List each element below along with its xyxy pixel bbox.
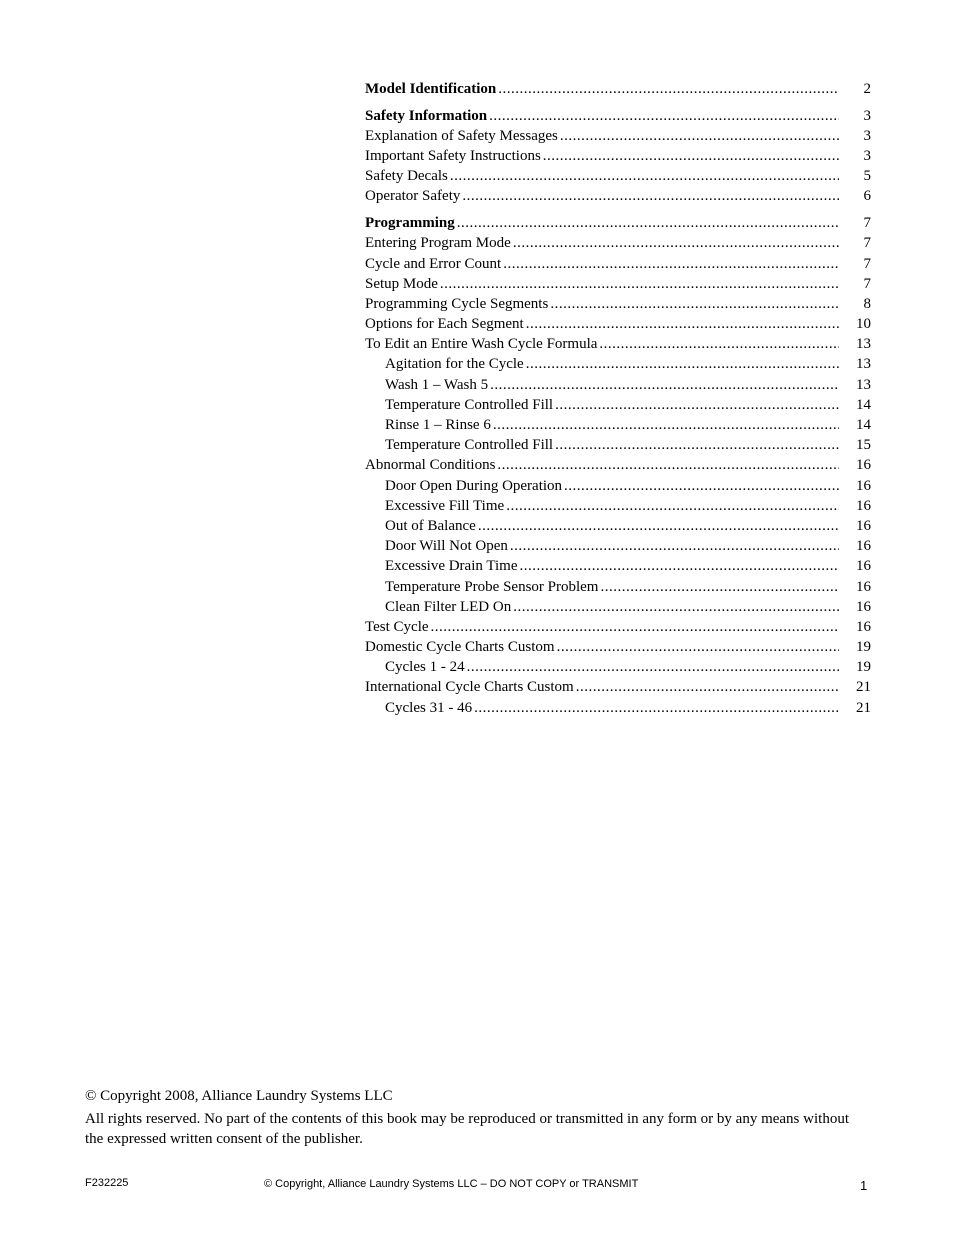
toc-entry-page: 14 (856, 417, 871, 433)
toc-dot-leader (462, 186, 839, 206)
toc-entry-title: Safety Decals (365, 168, 448, 185)
toc-entry[interactable] (365, 254, 871, 274)
toc-entry[interactable] (365, 314, 871, 334)
toc-entry-title: Agitation for the Cycle (385, 356, 524, 373)
toc-dot-leader (550, 294, 839, 314)
toc-entry-title: Cycles 1 - 24 (385, 659, 465, 676)
toc-entry-title: Important Safety Instructions (365, 148, 541, 165)
toc-entry-title: Door Open During Operation (385, 477, 563, 494)
toc-entry-title: Programming (365, 215, 455, 232)
toc-entry-page: 15 (856, 437, 871, 454)
toc-entry-page: 3 (863, 127, 871, 144)
toc-entry-title: International Cycle Charts Custom (365, 679, 574, 696)
toc-dot-leader (600, 577, 839, 597)
toc-entry[interactable] (365, 395, 871, 415)
table-of-contents (365, 79, 871, 718)
toc-entry[interactable] (365, 698, 871, 718)
toc-entry-page: 7 (863, 275, 871, 292)
toc-dot-leader (457, 213, 839, 233)
toc-entry-title: Options for Each Segment (365, 316, 524, 333)
toc-entry-page: 13 (856, 356, 871, 373)
toc-entry-title: Temperature Controlled Fill (385, 396, 554, 413)
toc-entry-title: Temperature Controlled Fill (385, 437, 554, 454)
toc-entry[interactable] (365, 556, 871, 576)
toc-entry[interactable] (365, 455, 871, 475)
toc-entry-page: 14 (856, 396, 871, 413)
toc-entry-page: 16 (856, 477, 871, 494)
toc-dot-leader (450, 166, 839, 186)
toc-entry[interactable] (365, 597, 871, 617)
toc-entry[interactable] (365, 577, 871, 597)
toc-entry-page: 10 (856, 316, 871, 333)
toc-entry[interactable] (365, 516, 871, 536)
toc-entry-title: Temperature Probe Sensor Problem (385, 578, 599, 595)
toc-entry-title: Setup Mode (365, 275, 438, 292)
toc-dot-leader (520, 556, 840, 576)
toc-entry-page: 13 (856, 376, 871, 393)
toc-entry[interactable] (365, 354, 871, 374)
toc-entry-page: 7 (863, 235, 871, 252)
toc-dot-leader (543, 146, 839, 166)
toc-entry-title: To Edit an Entire Wash Cycle Formula (365, 336, 598, 353)
toc-dot-leader (503, 254, 839, 274)
toc-entry-page: 16 (856, 538, 871, 555)
toc-entry-title: Entering Program Mode (365, 235, 511, 252)
toc-dot-leader (557, 637, 839, 657)
toc-dot-leader (560, 126, 839, 146)
toc-entry[interactable] (365, 375, 871, 395)
toc-dot-leader (467, 657, 839, 677)
toc-entry[interactable] (365, 106, 871, 126)
toc-dot-leader (431, 617, 839, 637)
toc-entry-title: Out of Balance (385, 517, 476, 534)
toc-dot-leader (555, 395, 839, 415)
toc-entry-title: Explanation of Safety Messages (365, 127, 558, 144)
toc-entry-page: 16 (856, 497, 871, 514)
page-number: 1 (860, 1178, 868, 1193)
toc-entry-title: Cycles 31 - 46 (385, 699, 473, 716)
toc-entry-page: 16 (856, 618, 871, 635)
toc-entry-page: 16 (856, 578, 871, 595)
toc-entry[interactable] (365, 166, 871, 186)
toc-dot-leader (510, 536, 839, 556)
toc-dot-leader (526, 314, 839, 334)
toc-entry-page: 19 (856, 659, 871, 676)
toc-entry[interactable] (365, 415, 871, 435)
toc-entry[interactable] (365, 294, 871, 314)
toc-entry[interactable] (365, 213, 871, 233)
toc-dot-leader (513, 233, 839, 253)
rights-statement: All rights reserved. No part of the contents of this book may be reproduced or transmitted in any form or by any means without the expressed written consent of the publisher. (85, 1111, 849, 1147)
toc-dot-leader (506, 496, 839, 516)
toc-entry[interactable] (365, 617, 871, 637)
toc-dot-leader (493, 415, 839, 435)
toc-dot-leader (474, 698, 839, 718)
toc-entry-title: Safety Information (365, 107, 488, 124)
toc-dot-leader (440, 274, 839, 294)
toc-entry-title: Door Will Not Open (385, 538, 508, 555)
document-code: F232225 (85, 1177, 129, 1189)
toc-entry-title: Rinse 1 – Rinse 6 (385, 417, 491, 433)
toc-entry-title: Operator Safety (365, 188, 461, 205)
toc-entry-title: Domestic Cycle Charts Custom (365, 639, 555, 656)
footer-copyright-notice: © Copyright, Alliance Laundry Systems LLC – DO NOT COPY or TRANSMIT (264, 1178, 639, 1190)
toc-entry[interactable] (365, 677, 871, 697)
toc-entry-title: Test Cycle (365, 618, 429, 635)
toc-dot-leader (564, 476, 839, 496)
toc-entry-title: Programming Cycle Segments (365, 295, 549, 312)
copyright-line: © Copyright 2008, Alliance Laundry Systems LLC (85, 1088, 393, 1104)
toc-dot-leader (513, 597, 839, 617)
copyright-block (85, 1086, 865, 1149)
toc-entry[interactable] (365, 146, 871, 166)
toc-entry-title: Excessive Drain Time (385, 558, 518, 575)
toc-entry-page: 3 (863, 107, 871, 124)
toc-dot-leader (526, 354, 839, 374)
toc-dot-leader (498, 79, 839, 99)
toc-entry-page: 19 (856, 639, 871, 656)
toc-entry-page: 21 (856, 679, 871, 696)
toc-entry-title: Cycle and Error Count (365, 255, 502, 272)
toc-dot-leader (599, 334, 839, 354)
toc-entry[interactable] (365, 657, 871, 677)
toc-dot-leader (576, 677, 839, 697)
toc-entry[interactable] (365, 536, 871, 556)
toc-entry-page: 16 (856, 598, 871, 615)
toc-dot-leader (489, 106, 839, 126)
toc-entry-page: 21 (856, 699, 871, 716)
toc-entry-page: 16 (856, 457, 871, 474)
toc-entry-title: Excessive Fill Time (385, 497, 505, 514)
toc-entry-page: 7 (863, 215, 871, 232)
toc-entry-title: Clean Filter LED On (385, 598, 512, 615)
toc-entry-title: Wash 1 – Wash 5 (385, 376, 489, 393)
toc-entry-title: Model Identification (365, 81, 497, 97)
toc-entry[interactable] (365, 435, 871, 455)
toc-entry[interactable] (365, 476, 871, 496)
toc-dot-leader (497, 455, 839, 475)
toc-entry-page: 16 (856, 558, 871, 575)
toc-entry[interactable] (365, 186, 871, 206)
toc-dot-leader (555, 435, 839, 455)
toc-entry-page: 2 (863, 81, 871, 97)
toc-entry-title: Abnormal Conditions (365, 457, 496, 474)
toc-entry-page: 16 (856, 517, 871, 534)
toc-entry-page: 8 (863, 295, 871, 312)
toc-entry[interactable] (365, 637, 871, 657)
toc-entry-page: 5 (863, 168, 871, 185)
toc-entry[interactable] (365, 496, 871, 516)
toc-entry-page: 13 (856, 336, 871, 353)
toc-entry[interactable] (365, 79, 871, 99)
toc-entry[interactable] (365, 274, 871, 294)
toc-dot-leader (478, 516, 839, 536)
toc-entry[interactable] (365, 334, 871, 354)
toc-entry[interactable] (365, 126, 871, 146)
toc-entry-page: 3 (863, 148, 871, 165)
toc-dot-leader (490, 375, 839, 395)
toc-entry[interactable] (365, 233, 871, 253)
toc-entry-page: 7 (863, 255, 871, 272)
toc-entry-page: 6 (863, 188, 871, 205)
